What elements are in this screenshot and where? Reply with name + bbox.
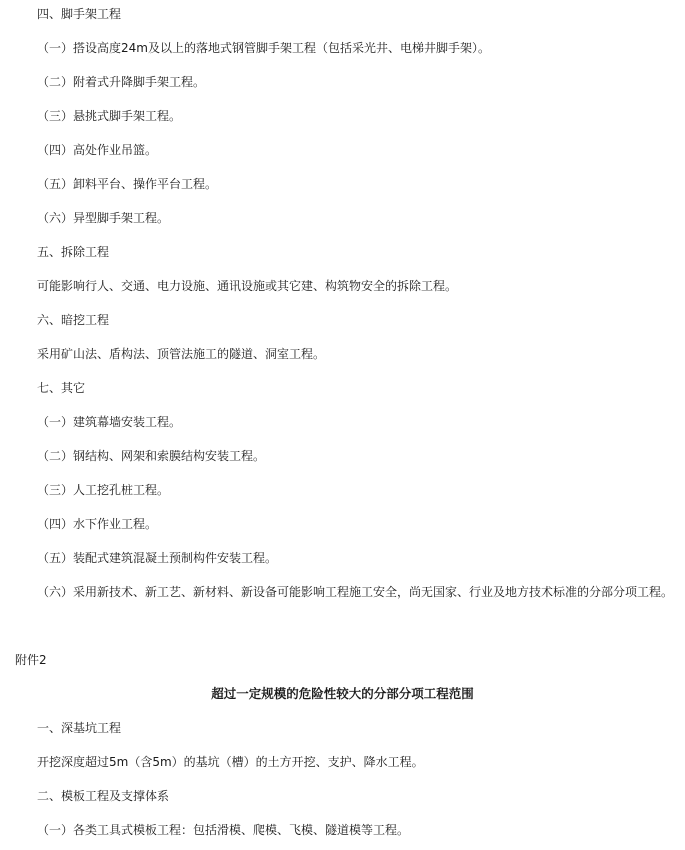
list-item: （一）搭设高度24m及以上的落地式钢管脚手架工程（包括采光井、电梯井脚手架）。	[37, 41, 490, 55]
list-item: （二）附着式升降脚手架工程。	[37, 75, 206, 89]
list-item: （一）建筑幕墙安装工程。	[37, 415, 182, 429]
attachment-label: 附件2	[15, 653, 47, 667]
section-heading-other: 七、其它	[37, 381, 86, 395]
list-item: （六）异型脚手架工程。	[37, 211, 170, 225]
section-heading-demolition: 五、拆除工程	[37, 245, 110, 259]
paragraph: 可能影响行人、交通、电力设施、通讯设施或其它建、构筑物安全的拆除工程。	[37, 279, 458, 293]
section-heading-deep-foundation: 一、深基坑工程	[37, 721, 122, 735]
list-item: （六）采用新技术、新工艺、新材料、新设备可能影响工程施工安全，尚无国家、行业及地方技术标准的分部分项工程。	[37, 585, 674, 599]
list-item: （四）水下作业工程。	[37, 517, 158, 531]
section-heading-scaffolding: 四、脚手架工程	[37, 7, 122, 21]
list-item: （二）钢结构、网架和索膜结构安装工程。	[37, 449, 266, 463]
section-heading-formwork: 二、模板工程及支撑体系	[37, 789, 170, 803]
paragraph: 开挖深度超过5m（含5m）的基坑（槽）的土方开挖、支护、降水工程。	[37, 755, 424, 769]
list-item: （五）装配式建筑混凝土预制构件安装工程。	[37, 551, 278, 565]
list-item: （五）卸料平台、操作平台工程。	[37, 177, 218, 191]
list-item: （三）人工挖孔桩工程。	[37, 483, 170, 497]
list-item: （三）悬挑式脚手架工程。	[37, 109, 182, 123]
list-item: （一）各类工具式模板工程：包括滑模、爬模、飞模、隧道模等工程。	[37, 823, 410, 837]
list-item: （四）高处作业吊篮。	[37, 143, 158, 157]
paragraph: 采用矿山法、盾构法、顶管法施工的隧道、洞室工程。	[37, 347, 326, 361]
attachment-title: 超过一定规模的危险性较大的分部分项工程范围	[211, 686, 474, 701]
section-heading-underground-excavation: 六、暗挖工程	[37, 313, 110, 327]
